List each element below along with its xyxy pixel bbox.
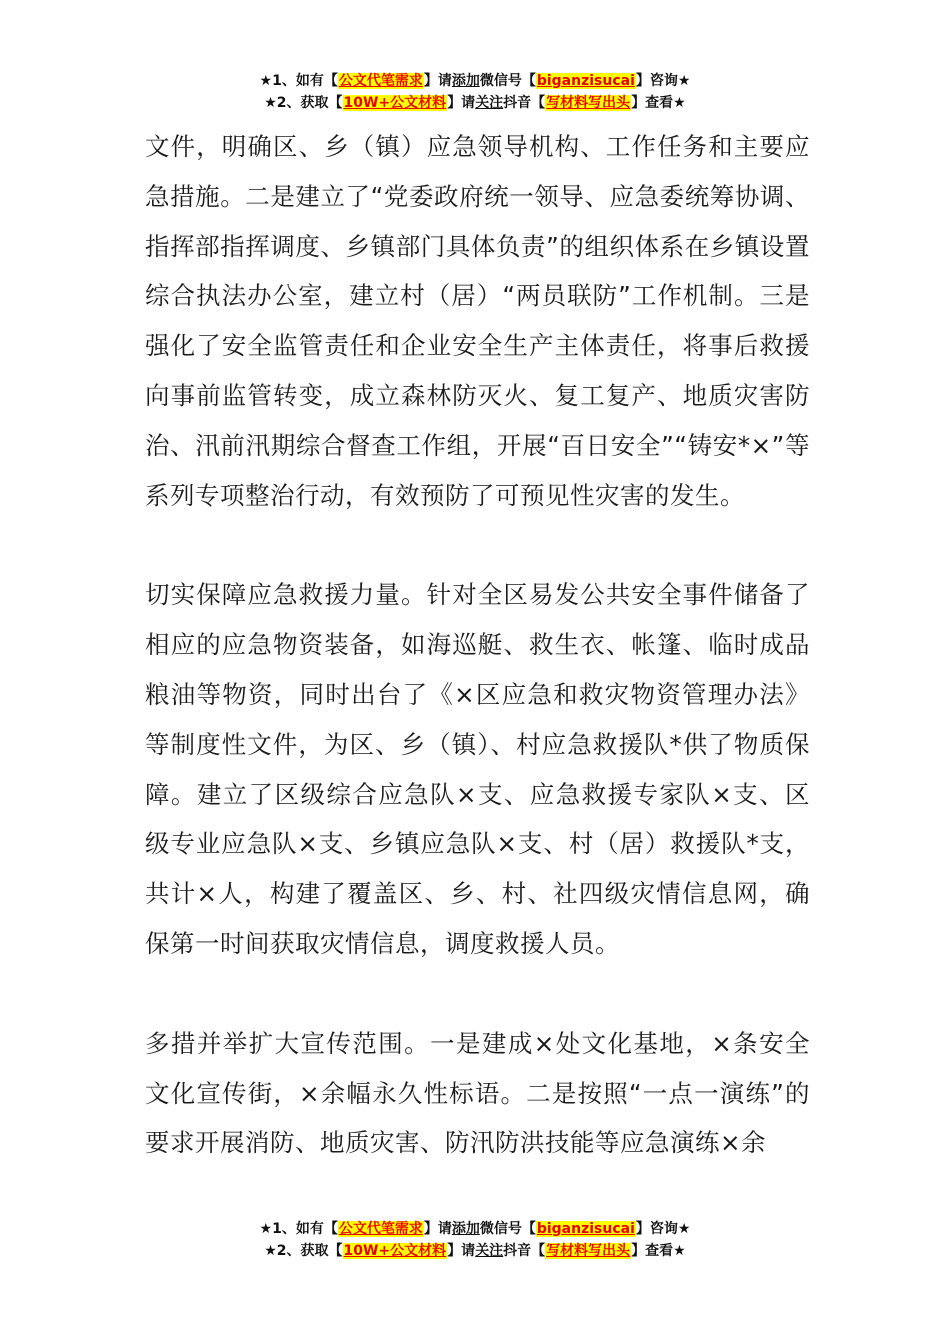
paragraph-gap [145, 520, 810, 570]
banner-underline: 添加 [451, 1221, 480, 1237]
document-body [145, 122, 810, 1168]
banner-text: 】查看★ [631, 95, 686, 111]
banner-text: 】咨询★ [635, 1221, 691, 1237]
banner-line-1 [0, 70, 950, 92]
banner-text: 】请 [447, 95, 476, 111]
banner-text: 】请 [423, 73, 452, 89]
banner-highlight: biganzisucai [536, 73, 635, 89]
banner-highlight: 10W+公文材料 [343, 95, 447, 111]
paragraph: 文件，明确区、乡（镇）应急领导机构、工作任务和主要应急措施。二是建立了“党委政府统一领导、应急委统筹协调、指挥部指挥调度、乡镇部门具体负责”的组织体系在乡镇设置综合执法办公室，建立村（居）“两员联防”工作机制。三是强化了安全监管责任和企业安全生产主体责任，将事后救援向事前监管转变，成立森林防灭火、复工复产、地质灾害防治、汛前汛期综合督查工作组，开展“百日安全”“铸安*×”等系列专项整治行动，有效预防了可预见性灾害的发生。 [145, 132, 810, 510]
banner-text: 】请 [423, 1221, 452, 1237]
banner-highlight: 10W+公文材料 [343, 1243, 447, 1259]
banner-text: 抖音【 [503, 95, 546, 111]
banner-highlight: 写材料写出头 [546, 1243, 631, 1259]
banner-text: ★2、获取【 [264, 1243, 343, 1259]
banner-text: ★2、获取【 [264, 95, 343, 111]
banner-text: 】咨询★ [635, 73, 691, 89]
paragraph: 切实保障应急救援力量。针对全区易发公共安全事件储备了相应的应急物资装备，如海巡艇、救生衣、帐篷、临时成品粮油等物资，同时出台了《×区应急和救灾物资管理办法》等制度性文件，为区、乡（镇）、村应急救援队*供了物质保障。建立了区级综合应急队×支、应急救援专家队×支、区级专业应急队×支、乡镇应急队×支、村（居）救援队*支，共计×人，构建了覆盖区、乡、村、社四级灾情信息网，确保第一时间获取灾情信息，调度救援人员。 [145, 580, 810, 958]
banner-highlight: 公文代笔需求 [338, 1221, 423, 1237]
banner-underline: 关注 [475, 1243, 504, 1259]
banner-text: 】查看★ [631, 1243, 686, 1259]
header-banner [0, 70, 950, 114]
footer-banner [0, 1218, 950, 1262]
banner-underline: 关注 [475, 95, 504, 111]
banner-line-2 [0, 92, 950, 114]
banner-text: 微信号【 [479, 73, 536, 89]
banner-highlight: 公文代笔需求 [338, 73, 423, 89]
banner-highlight: 写材料写出头 [546, 95, 631, 111]
banner-text: 】请 [447, 1243, 476, 1259]
banner-text: ★1、如有【 [259, 73, 338, 89]
banner-text: 微信号【 [479, 1221, 536, 1237]
paragraph: 多措并举扩大宣传范围。一是建成×处文化基地，×条安全文化宣传街，×余幅永久性标语。二是按照“一点一演练”的要求开展消防、地质灾害、防汛防洪技能等应急演练×余 [145, 1028, 810, 1158]
banner-highlight: biganzisucai [536, 1221, 635, 1237]
paragraph-gap [145, 969, 810, 1019]
banner-text: 抖音【 [503, 1243, 546, 1259]
banner-underline: 添加 [451, 73, 480, 89]
banner-text: ★1、如有【 [259, 1221, 338, 1237]
banner-line-1 [0, 1218, 950, 1240]
banner-line-2 [0, 1240, 950, 1262]
